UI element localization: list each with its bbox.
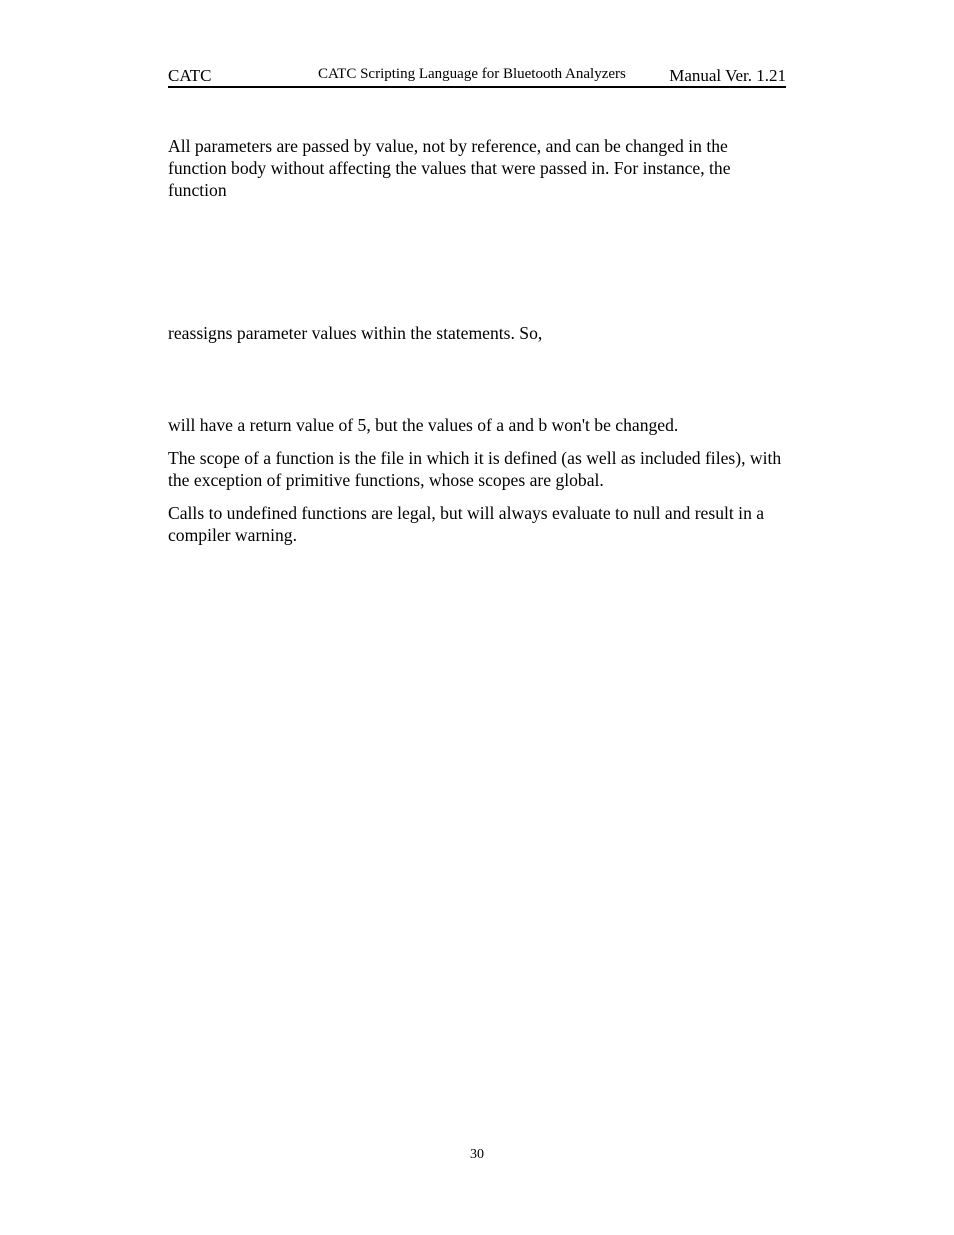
paragraph-undefined-calls: Calls to undefined functions are legal, but will always evaluate to null and result in a compiler warning.	[168, 503, 765, 545]
paragraph-return-value: will have a return value of 5, but the values of a and b won't be changed.	[168, 415, 679, 435]
header-version: Manual Ver. 1.21	[669, 66, 786, 85]
page-header	[168, 64, 786, 88]
page-number: 30	[470, 1147, 484, 1162]
paragraph-pass-by-value: All parameters are passed by value, not by reference, and can be changed in the function body without affecting the values that were passed in. For instance, the function	[168, 136, 731, 200]
header-company: CATC	[168, 66, 212, 85]
header-title: CATC Scripting Language for Bluetooth Analyzers	[318, 66, 626, 82]
paragraph-scope: The scope of a function is the file in which it is defined (as well as included files), with the exception of primitive functions, whose scopes are global.	[168, 448, 782, 490]
paragraph-reassigns: reassigns parameter values within the statements. So,	[168, 323, 543, 343]
